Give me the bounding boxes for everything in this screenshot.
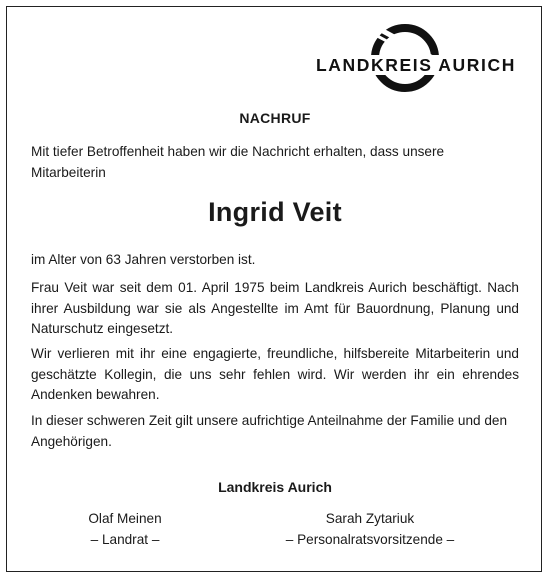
intro-text: Mit tiefer Betroffenheit haben wir die Nachricht erhalten, dass unsere Mitarbeiterin	[31, 144, 445, 180]
signatory-role: – Landrat –	[90, 532, 160, 547]
landkreis-aurich-logo	[315, 18, 515, 98]
organization-name: Landkreis Aurich	[218, 479, 332, 495]
obituary-heading: NACHRUF	[239, 110, 311, 126]
logo-text: LANDKREIS AURICH	[316, 55, 516, 75]
condolence-paragraph: In dieser schweren Zeit gilt unsere aufrichtige Anteilnahme der Familie und den Angehörigen.	[31, 413, 508, 449]
signatory-name: Sarah Zytariuk	[325, 511, 415, 526]
deceased-name: Ingrid Veit	[208, 197, 342, 227]
age-line: im Alter von 63 Jahren verstorben ist.	[31, 252, 256, 267]
signatory-landrat	[50, 508, 200, 550]
signatory-personalrat	[255, 508, 485, 550]
career-paragraph: Frau Veit war seit dem 01. April 1975 beim Landkreis Aurich beschäftigt. Nach ihrer Ausbildung war sie als Angestellte im Amt für Bauordnung, Planung und Naturschutz eingesetzt.	[31, 280, 519, 336]
signatory-name: Olaf Meinen	[88, 511, 162, 526]
loss-paragraph: Wir verlieren mit ihr eine engagierte, freundliche, hilfsbereite Mitarbeiterin und geschätzte Kollegin, die uns sehr fehlen wird. Wir werden ihr ein ehrendes Andenken bewahren.	[31, 346, 519, 402]
signatory-role: – Personalratsvorsitzende –	[285, 532, 455, 547]
